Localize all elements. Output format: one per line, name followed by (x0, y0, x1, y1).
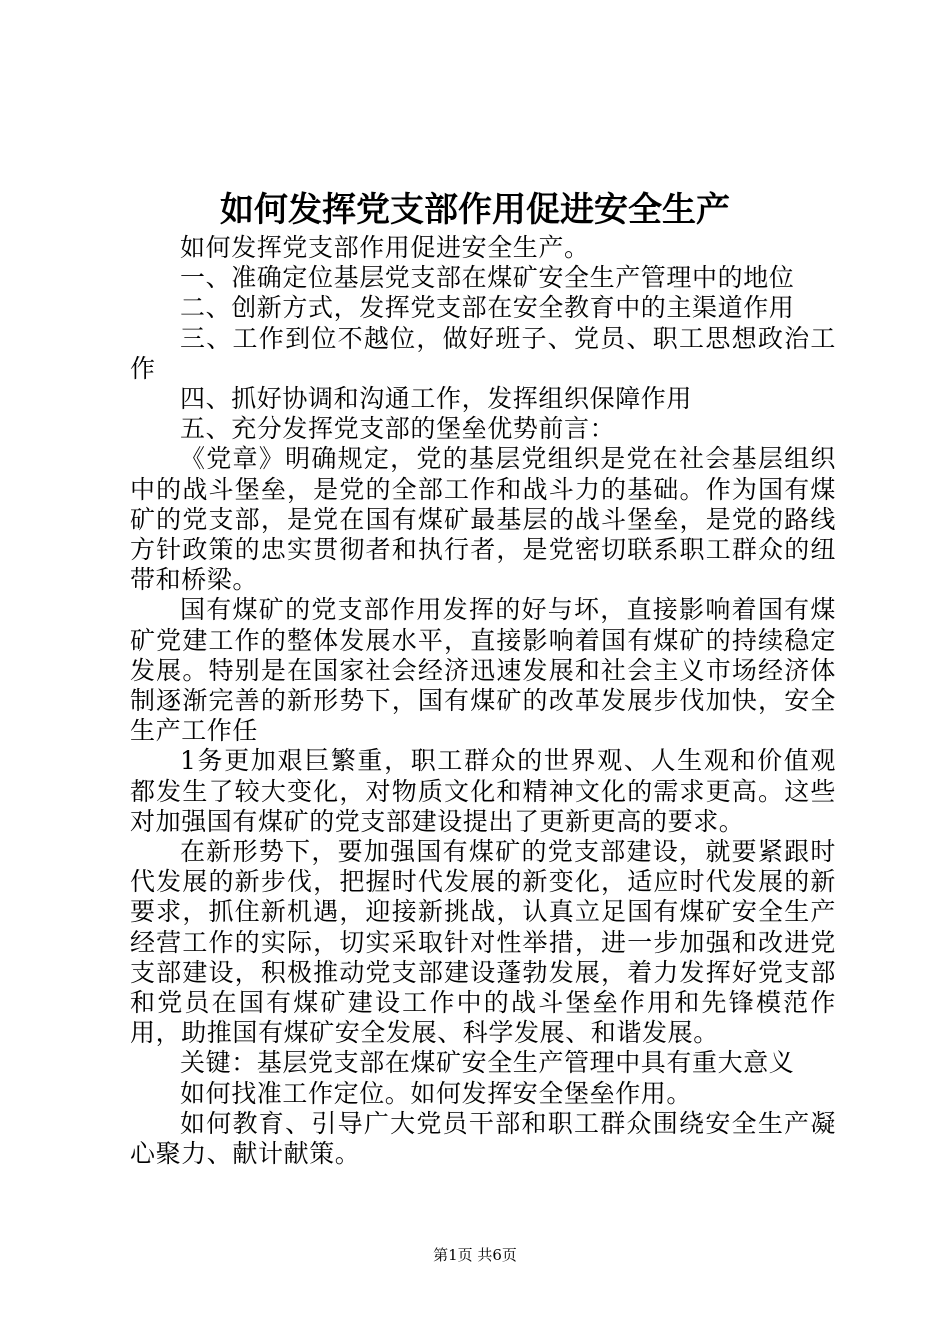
paragraph: 1务更加艰巨繁重，职工群众的世界观、人生观和价值观都发生了较大变化，对物质文化和精神文化的需求更高。这些对加强国有煤矿的党支部建设提出了更新更高的要求。 (130, 746, 836, 836)
page-footer: 第1页 共6页 (433, 1246, 517, 1264)
document-body (130, 233, 836, 1169)
paragraph: 一、准确定位基层党支部在煤矿安全生产管理中的地位 (180, 263, 795, 293)
paragraph: 如何教育、引导广大党员干部和职工群众围绕安全生产凝心聚力、献计献策。 (130, 1108, 836, 1169)
paragraph: 国有煤矿的党支部作用发挥的好与坏，直接影响着国有煤矿党建工作的整体发展水平，直接影响着国有煤矿的持续稳定发展。特别是在国家社会经济迅速发展和社会主义市场经济体制逐渐完善的新形势下，国有煤矿的改革发展步伐加快，安全生产工作任 (130, 595, 836, 746)
paragraph: 《党章》明确规定，党的基层党组织是党在社会基层组织中的战斗堡垒，是党的全部工作和战斗力的基础。作为国有煤矿的党支部，是党在国有煤矿最基层的战斗堡垒，是党的路线方针政策的忠实贯彻者和执行者，是党密切联系职工群众的纽带和桥梁。 (130, 444, 836, 595)
paragraph: 在新形势下，要加强国有煤矿的党支部建设，就要紧跟时代发展的新步伐，把握时代发展的新变化，适应时代发展的新要求，抓住新机遇，迎接新挑战，认真立足国有煤矿安全生产经营工作的实际，切实采取针对性举措，进一步加强和改进党支部建设，积极推动党支部建设蓬勃发展，着力发挥好党支部和党员在国有煤矿建设工作中的战斗堡垒作用和先锋模范作用，助推国有煤矿安全发展、科学发展、和谐发展。 (130, 837, 836, 1048)
paragraph: 四、抓好协调和沟通工作，发挥组织保障作用 (180, 384, 693, 414)
paragraph: 如何找准工作定位。如何发挥安全堡垒作用。 (180, 1078, 693, 1108)
paragraph: 三、工作到位不越位，做好班子、党员、职工思想政治工作 (130, 323, 836, 383)
document-title: 如何发挥党支部作用促进安全生产 (220, 190, 730, 230)
paragraph: 如何发挥党支部作用促进安全生产。 (180, 233, 590, 262)
paragraph: 关键：基层党支部在煤矿安全生产管理中具有重大意义 (180, 1048, 795, 1078)
paragraph: 五、充分发挥党支部的堡垒优势前言： (180, 414, 616, 444)
paragraph: 二、创新方式，发挥党支部在安全教育中的主渠道作用 (180, 293, 795, 323)
